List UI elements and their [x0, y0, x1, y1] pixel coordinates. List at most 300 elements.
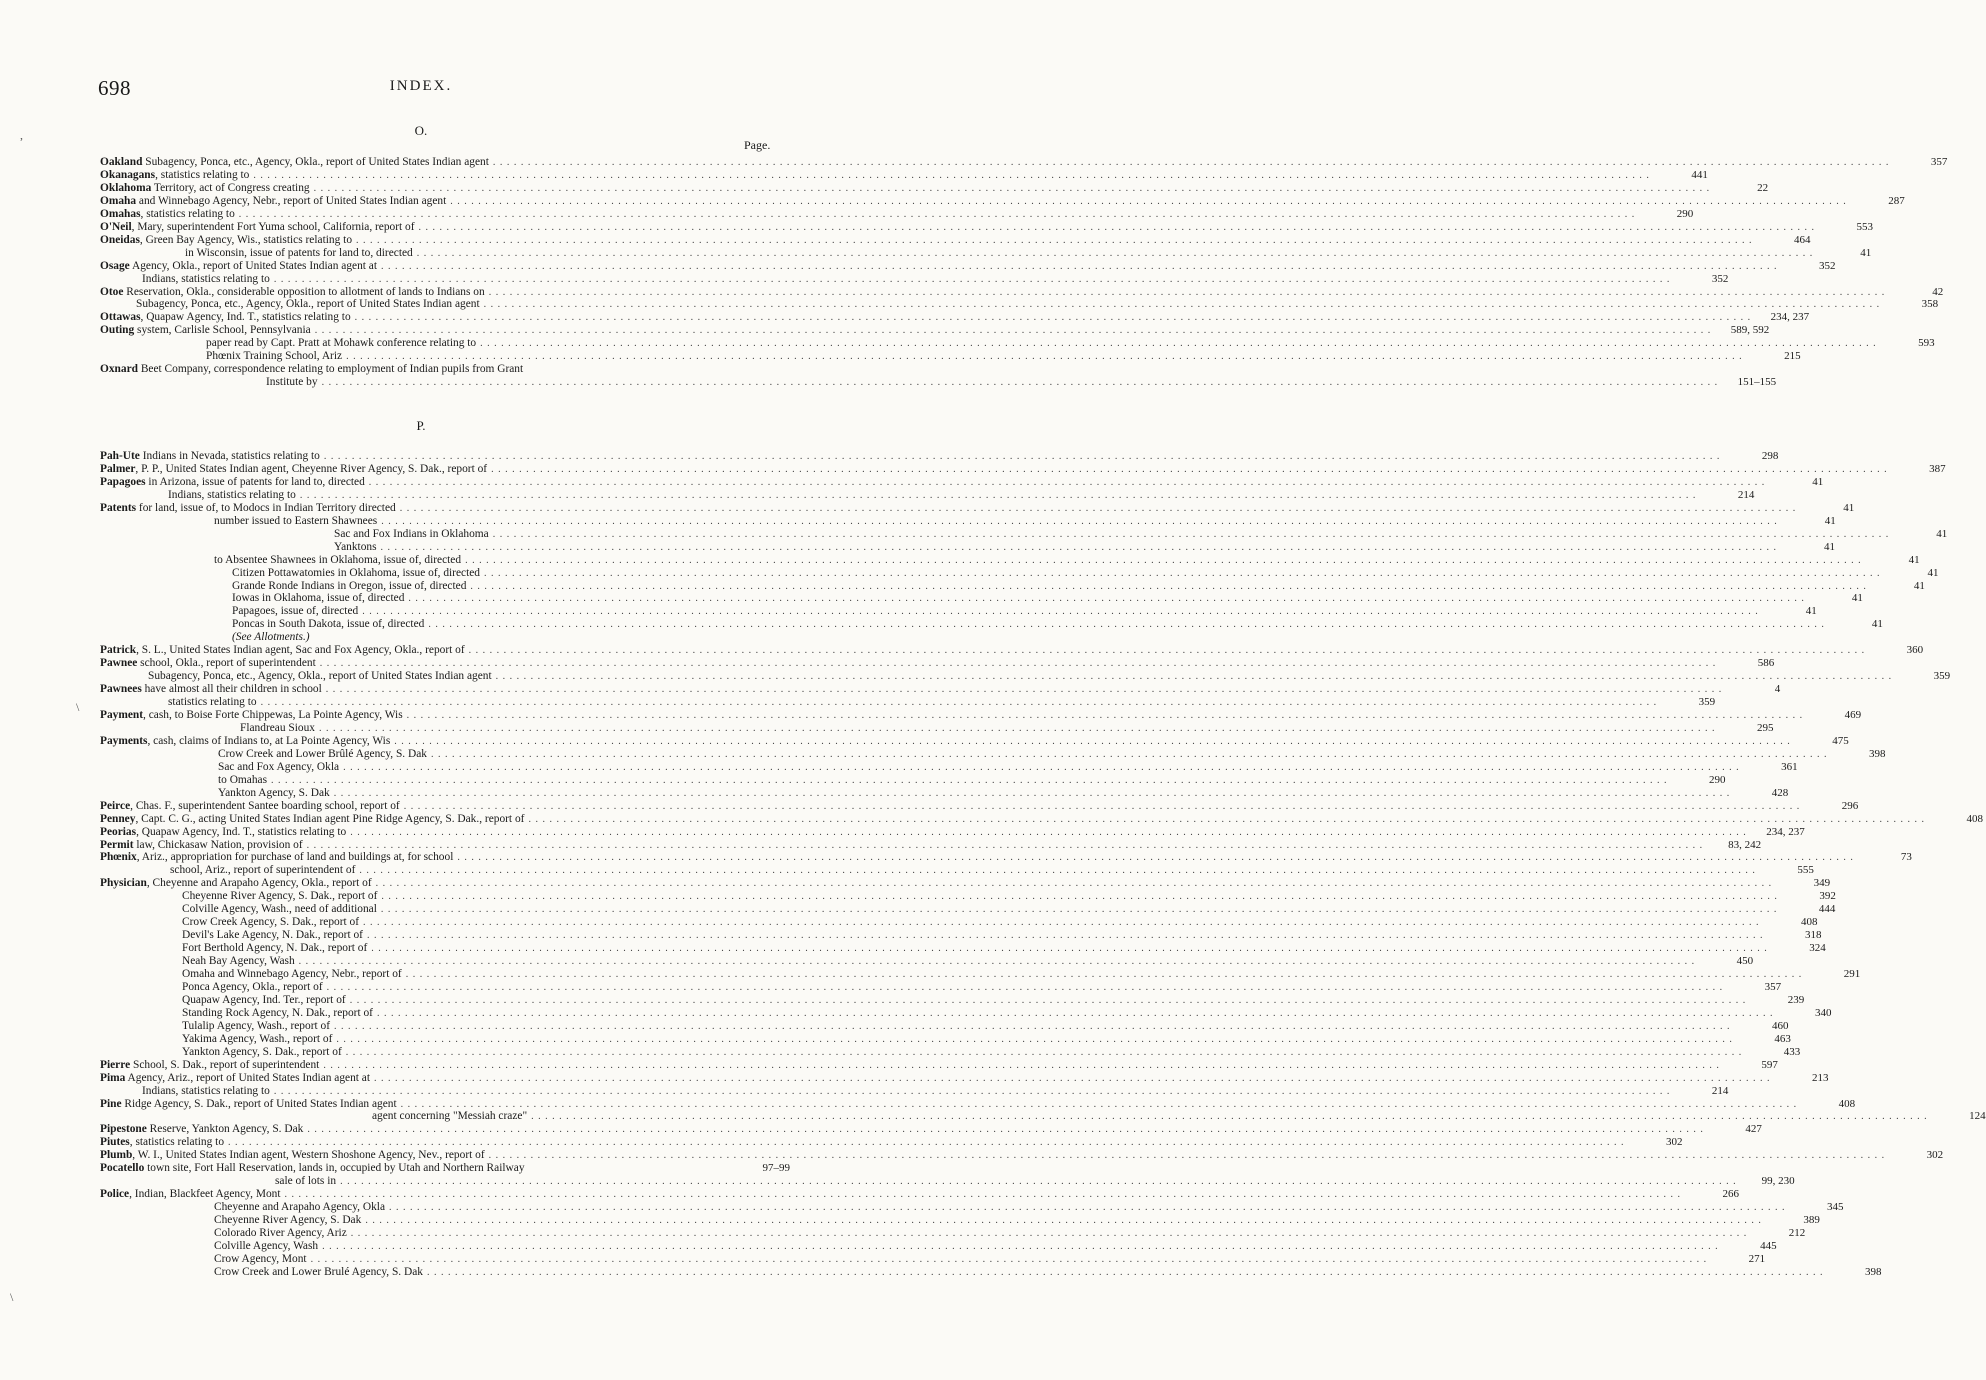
leader-dots: . . . . . . . . . . . . . . . . . . . . . . . . . . . . . . . . . . . . . . . . . . . . . . . . . . . . . . . . . . . . . . . . . . . . . . . . . . . . . . . . . . . . . . . . . . . . . . . . . . . . . . . . . . . . . . . . . . . . . . . . . . . . . . . . . . . . . . . . . . . . . . . . . . . . . . . . . . . . . . . . . . . . . . . . . . . . . . . . . . . . . . . . . . . . . . . . . . . . . . . . [238, 208, 1636, 220]
entry-heading: Pierre [100, 1058, 131, 1071]
page-reference: 22 [1757, 181, 1769, 194]
entry-description: Colville Agency, Wash [214, 1239, 319, 1252]
entry-text [148, 670, 492, 683]
page-reference: 97–99 [762, 1162, 790, 1175]
index-entry [232, 605, 1817, 618]
index-entry [100, 644, 1924, 657]
entry-description: Subagency, Ponca, etc., Agency, Okla., report of United States Indian agent [148, 670, 492, 683]
entry-description: school, Ariz., report of superintendent of [170, 864, 356, 877]
entry-text [100, 311, 351, 324]
page-reference: 361 [1781, 760, 1798, 773]
entry-description: , Mary, superintendent Fort Yuma school, California, report of [131, 220, 415, 233]
leader-dots: . . . . . . . . . . . . . . . . . . . . . . . . . . . . . . . . . . . . . . . . . . . . . . . . . . . . . . . . . . . . . . . . . . . . . . . . . . . . . . . . . . . . . . . . . . . . . . . . . . . . . . . . . . . . . . . . . . . . . . . . . . . . . . . . . . . . . . . . . . . . . . . . . . . . . . . . . . . . . . . . . . . . . . . . . . . . . . . . . . . . . . . . . . . . . . . . . . . . . . . . [480, 338, 1877, 350]
index-entry [100, 734, 1849, 748]
entry-text [240, 722, 315, 735]
entry-text [100, 1098, 397, 1111]
entry-description: Beet Company, correspondence relating to employment of Indian pupils from Grant [137, 363, 524, 376]
index-entry [218, 760, 1798, 774]
index-entry [100, 877, 1831, 890]
page-reference: 463 [1774, 1032, 1791, 1045]
entry-description: Fort Berthold Agency, N. Dak., report of [182, 942, 368, 955]
entry-text [214, 515, 377, 528]
page-reference: 215 [1784, 350, 1801, 363]
entry-text [100, 476, 365, 489]
leader-dots: . . . . . . . . . . . . . . . . . . . . . . . . . . . . . . . . . . . . . . . . . . . . . . . . . . . . . . . . . . . . . . . . . . . . . . . . . . . . . . . . . . . . . . . . . . . . . . . . . . . . . . . . . . . . . . . . . . . . . . . . . . . . . . . . . . . . . . . . . . . . . . . . . . . . . . . . . . . . . . . . . . . . . . . . . . . . . . . . . . . . . . . . . . . . . . . . . . . . . . . . [318, 722, 1716, 734]
index-entry [100, 1123, 1762, 1136]
index-entry [100, 1058, 1778, 1072]
page-reference: 597 [1761, 1058, 1778, 1071]
leader-dots: . . . . . . . . . . . . . . . . . . . . . . . . . . . . . . . . . . . . . . . . . . . . . . . . . . . . . . . . . . . . . . . . . . . . . . . . . . . . . . . . . . . . . . . . . . . . . . . . . . . . . . . . . . . . . . . . . . . . . . . . . . . . . . . . . . . . . . . . . . . . . . . . . . . . . . . . . . . . . . . . . . . . . . . . . . . . . . . . . . . . . . . . . . . . . . . . . . . . . . . . [528, 813, 1925, 825]
index-entry [214, 553, 1920, 567]
index-entry [182, 903, 1836, 916]
entry-heading: Permit [100, 838, 134, 851]
leader-dots: . . . . . . . . . . . . . . . . . . . . . . . . . . . . . . . . . . . . . . . . . . . . . . . . . . . . . . . . . . . . . . . . . . . . . . . . . . . . . . . . . . . . . . . . . . . . . . . . . . . . . . . . . . . . . . . . . . . . . . . . . . . . . . . . . . . . . . . . . . . . . . . . . . . . . . . . . . . . . . . . . . . . . . . . . . . . . . . . . . . . . . . . . . . . . . . . . . . . . . . . [326, 981, 1724, 993]
page-reference: 296 [1841, 799, 1859, 812]
entry-heading: Oxnard [100, 363, 138, 376]
entry-description: agent concerning "Messiah craze" [372, 1110, 528, 1123]
index-entry [100, 1162, 790, 1175]
entry-description: Reservation, Okla., considerable opposition to allotment of lands to Indians on [123, 285, 485, 298]
index-entry [185, 246, 1872, 260]
entry-description: Flandreau Sioux [240, 721, 315, 734]
entry-text [136, 298, 480, 311]
entry-text [100, 182, 310, 195]
entry-text [266, 376, 318, 389]
entry-text [214, 1240, 318, 1253]
entry-description: Yanktons [334, 540, 377, 553]
entry-description: Ridge Agency, S. Dak., report of United States Indian agent [121, 1097, 397, 1110]
entry-text [218, 787, 330, 800]
page-reference: 291 [1843, 968, 1861, 980]
entry-heading: Otoe [100, 285, 124, 298]
page-reference: 408 [1838, 1097, 1856, 1110]
index-entry [100, 207, 1694, 221]
page-reference: 345 [1827, 1201, 1844, 1214]
page-reference: 83, 242 [1728, 838, 1762, 851]
index-entry [232, 631, 790, 644]
entry-heading: Okanagans [100, 168, 156, 181]
entry-text [206, 337, 476, 350]
index-entry [232, 566, 1939, 580]
leader-dots: . . . . . . . . . . . . . . . . . . . . . . . . . . . . . . . . . . . . . . . . . . . . . . . . . . . . . . . . . . . . . . . . . . . . . . . . . . . . . . . . . . . . . . . . . . . . . . . . . . . . . . . . . . . . . . . . . . . . . . . . . . . . . . . . . . . . . . . . . . . . . . . . . . . . . . . . . . . . . . . . . . . . . . . . . . . . . . . . . . . . . . . . . . . . . . . . . . . . . . . . [336, 1033, 1733, 1045]
leader-dots: . . . . . . . . . . . . . . . . . . . . . . . . . . . . . . . . . . . . . . . . . . . . . . . . . . . . . . . . . . . . . . . . . . . . . . . . . . . . . . . . . . . . . . . . . . . . . . . . . . . . . . . . . . . . . . . . . . . . . . . . . . . . . . . . . . . . . . . . . . . . . . . . . . . . . . . . . . . . . . . . . . . . . . . . . . . . . . . . . . . . . . . . . . . . . . . . . . . . . . . . [273, 273, 1671, 285]
page-reference: 359 [1933, 670, 1951, 683]
page-reference: 324 [1809, 942, 1826, 955]
entry-text [100, 709, 403, 722]
index-entry [182, 980, 1782, 994]
entry-description: Indians, statistics relating to [142, 1084, 270, 1097]
entry-heading: Patrick [100, 644, 137, 657]
entry-description: Indians, statistics relating to [142, 272, 270, 285]
entry-description: , Capt. C. G., acting United States Indian agent Pine Ridge Agency, S. Dak., report of [135, 812, 525, 825]
page-reference: 589, 592 [1730, 324, 1770, 337]
index-entry [100, 838, 1762, 852]
entry-description: Tulalip Agency, Wash., report of [182, 1019, 330, 1032]
entry-description: Cheyenne and Arapaho Agency, Okla [214, 1201, 386, 1214]
entry-text [100, 221, 415, 234]
leader-dots: . . . . . . . . . . . . . . . . . . . . . . . . . . . . . . . . . . . . . . . . . . . . . . . . . . . . . . . . . . . . . . . . . . . . . . . . . . . . . . . . . . . . . . . . . . . . . . . . . . . . . . . . . . . . . . . . . . . . . . . . . . . . . . . . . . . . . . . . . . . . . . . . . . . . . . . . . . . . . . . . . . . . . . . . . . . . . . . . . . . . . . . . . . . . . . . . . . . . . . . . [483, 299, 1881, 311]
leader-dots: . . . . . . . . . . . . . . . . . . . . . . . . . . . . . . . . . . . . . . . . . . . . . . . . . . . . . . . . . . . . . . . . . . . . . . . . . . . . . . . . . . . . . . . . . . . . . . . . . . . . . . . . . . . . . . . . . . . . . . . . . . . . . . . . . . . . . . . . . . . . . . . . . . . . . . . . . . . . . . . . . . . . . . . . . . . . . . . . . . . . . . . . . . . . . . . . . . . . . . . . [325, 684, 1723, 696]
index-entry [214, 1252, 1766, 1266]
leader-dots: . . . . . . . . . . . . . . . . . . . . . . . . . . . . . . . . . . . . . . . . . . . . . . . . . . . . . . . . . . . . . . . . . . . . . . . . . . . . . . . . . . . . . . . . . . . . . . . . . . . . . . . . . . . . . . . . . . . . . . . . . . . . . . . . . . . . . . . . . . . . . . . . . . . . . . . . . . . . . . . . . . . . . . . . . . . . . . . . . . . . . . . . . . . . . . . . . . . . . . . . [428, 619, 1825, 631]
page-reference: 357 [1764, 980, 1782, 993]
leader-dots: . . . . . . . . . . . . . . . . . . . . . . . . . . . . . . . . . . . . . . . . . . . . . . . . . . . . . . . . . . . . . . . . . . . . . . . . . . . . . . . . . . . . . . . . . . . . . . . . . . . . . . . . . . . . . . . . . . . . . . . . . . . . . . . . . . . . . . . . . . . . . . . . . . . . . . . . . . . . . . . . . . . . . . . . . . . . . . . . . . . . . . . . . . . . . . . . . . . . . . . . [284, 1189, 1682, 1201]
entry-text [100, 463, 487, 476]
entry-description: Cheyenne River Agency, S. Dak [214, 1214, 362, 1227]
entry-description: Cheyenne River Agency, S. Dak., report of [182, 890, 378, 903]
page-reference: 450 [1736, 955, 1754, 968]
leader-dots: . . . . . . . . . . . . . . . . . . . . . . . . . . . . . . . . . . . . . . . . . . . . . . . . . . . . . . . . . . . . . . . . . . . . . . . . . . . . . . . . . . . . . . . . . . . . . . . . . . . . . . . . . . . . . . . . . . . . . . . . . . . . . . . . . . . . . . . . . . . . . . . . . . . . . . . . . . . . . . . . . . . . . . . . . . . . . . . . . . . . . . . . . . . . . . . . . . . . . . . . [450, 195, 1847, 207]
index-entry [100, 181, 1769, 195]
entry-text [100, 813, 524, 826]
entry-heading: Pawnee [100, 657, 138, 670]
index-entry [182, 955, 1754, 968]
index-entry [182, 1045, 1801, 1059]
page-reference: 408 [1966, 812, 1983, 825]
entry-description: Sac and Fox Indians in Oklahoma [334, 527, 489, 540]
index-entry [182, 916, 1818, 929]
page-reference: 398 [1869, 747, 1886, 760]
leader-dots: . . . . . . . . . . . . . . . . . . . . . . . . . . . . . . . . . . . . . . . . . . . . . . . . . . . . . . . . . . . . . . . . . . . . . . . . . . . . . . . . . . . . . . . . . . . . . . . . . . . . . . . . . . . . . . . . . . . . . . . . . . . . . . . . . . . . . . . . . . . . . . . . . . . . . . . . . . . . . . . . . . . . . . . . . . . . . . . . . . . . . . . . . . . . . . . . . . . . . . . . [394, 735, 1791, 747]
entry-heading: Peirce [100, 799, 131, 812]
entry-text [100, 169, 249, 182]
section-letter: O. [414, 123, 428, 138]
leader-dots: . . . . . . . . . . . . . . . . . . . . . . . . . . . . . . . . . . . . . . . . . . . . . . . . . . . . . . . . . . . . . . . . . . . . . . . . . . . . . . . . . . . . . . . . . . . . . . . . . . . . . . . . . . . . . . . . . . . . . . . . . . . . . . . . . . . . . . . . . . . . . . . . . . . . . . . . . . . . . . . . . . . . . . . . . . . . . . . . . . . . . . . . . . . . . . . . . . . . . . . . [380, 541, 1778, 553]
entry-description: , P. P., United States Indian agent, Cheyenne River Agency, S. Dak., report of [135, 462, 488, 475]
entry-text [232, 631, 310, 644]
page-reference: 214 [1737, 488, 1755, 501]
page-column-label: Page. [744, 138, 771, 152]
index-entry [100, 1097, 1856, 1111]
entry-description: , statistics relating to [129, 1136, 225, 1149]
page-reference: 124 [1969, 1110, 1986, 1123]
page-reference: 469 [1844, 709, 1862, 721]
entry-text [214, 1253, 307, 1266]
leader-dots: . . . . . . . . . . . . . . . . . . . . . . . . . . . . . . . . . . . . . . . . . . . . . . . . . . . . . . . . . . . . . . . . . . . . . . . . . . . . . . . . . . . . . . . . . . . . . . . . . . . . . . . . . . . . . . . . . . . . . . . . . . . . . . . . . . . . . . . . . . . . . . . . . . . . . . . . . . . . . . . . . . . . . . . . . . . . . . . . . . . . . . . . . . . . . . . . . . . . . . . . [380, 904, 1778, 916]
leader-dots: . . . . . . . . . . . . . . . . . . . . . . . . . . . . . . . . . . . . . . . . . . . . . . . . . . . . . . . . . . . . . . . . . . . . . . . . . . . . . . . . . . . . . . . . . . . . . . . . . . . . . . . . . . . . . . . . . . . . . . . . . . . . . . . . . . . . . . . . . . . . . . . . . . . . . . . . . . . . . . . . . . . . . . . . . . . . . . . . . . . . . . . . . . . . . . . . . . . . . . . . [492, 528, 1890, 540]
index-entry [218, 747, 1886, 761]
leader-dots: . . . . . . . . . . . . . . . . . . . . . . . . . . . . . . . . . . . . . . . . . . . . . . . . . . . . . . . . . . . . . . . . . . . . . . . . . . . . . . . . . . . . . . . . . . . . . . . . . . . . . . . . . . . . . . . . . . . . . . . . . . . . . . . . . . . . . . . . . . . . . . . . . . . . . . . . . . . . . . . . . . . . . . . . . . . . . . . . . . . . . . . . . . . . . . . . . . . . . . . . [375, 878, 1773, 890]
leader-dots: . . . . . . . . . . . . . . . . . . . . . . . . . . . . . . . . . . . . . . . . . . . . . . . . . . . . . . . . . . . . . . . . . . . . . . . . . . . . . . . . . . . . . . . . . . . . . . . . . . . . . . . . . . . . . . . . . . . . . . . . . . . . . . . . . . . . . . . . . . . . . . . . . . . . . . . . . . . . . . . . . . . . . . . . . . . . . . . . . . . . . . . . . . . . . . . . . . . . . . . . [470, 580, 1867, 592]
entry-text [182, 890, 377, 903]
page-reference: 302 [1926, 1149, 1944, 1162]
entry-text [182, 1046, 342, 1059]
entry-description: Institute by [266, 376, 318, 389]
page-reference: 266 [1722, 1188, 1740, 1201]
entry-description: Crow Agency, Mont [214, 1252, 307, 1265]
index-entry [182, 993, 1805, 1007]
index-entry [214, 1265, 1882, 1279]
leader-dots: . . . . . . . . . . . . . . . . . . . . . . . . . . . . . . . . . . . . . . . . . . . . . . . . . . . . . . . . . . . . . . . . . . . . . . . . . . . . . . . . . . . . . . . . . . . . . . . . . . . . . . . . . . . . . . . . . . . . . . . . . . . . . . . . . . . . . . . . . . . . . . . . . . . . . . . . . . . . . . . . . . . . . . . . . . . . . . . . . . . . . . . . . . . . . . . . . . . . . . . . [323, 451, 1721, 462]
leader-dots: . . . . . . . . . . . . . . . . . . . . . . . . . . . . . . . . . . . . . . . . . . . . . . . . . . . . . . . . . . . . . . . . . . . . . . . . . . . . . . . . . . . . . . . . . . . . . . . . . . . . . . . . . . . . . . . . . . . . . . . . . . . . . . . . . . . . . . . . . . . . . . . . . . . . . . . . . . . . . . . . . . . . . . . . . . . . . . . . . . . . . . . . . . . . . . . . . . . . . . . . [273, 1085, 1671, 1097]
leader-dots: . . . . . . . . . . . . . . . . . . . . . . . . . . . . . . . . . . . . . . . . . . . . . . . . . . . . . . . . . . . . . . . . . . . . . . . . . . . . . . . . . . . . . . . . . . . . . . . . . . . . . . . . . . . . . . . . . . . . . . . . . . . . . . . . . . . . . . . . . . . . . . . . . . . . . . . . . . . . . . . . . . . . . . . . . . . . . . . . . . . . . . . . . . . . . . . . . . . . . . . . [260, 697, 1658, 709]
page-reference: 586 [1757, 657, 1775, 670]
leader-dots: . . . . . . . . . . . . . . . . . . . . . . . . . . . . . . . . . . . . . . . . . . . . . . . . . . . . . . . . . . . . . . . . . . . . . . . . . . . . . . . . . . . . . . . . . . . . . . . . . . . . . . . . . . . . . . . . . . . . . . . . . . . . . . . . . . . . . . . . . . . . . . . . . . . . . . . . . . . . . . . . . . . . . . . . . . . . . . . . . . . . . . . . . . . . . . . . . . . . . . . . [381, 515, 1778, 527]
margin-mark: \ [10, 1290, 14, 1304]
page-reference: 41 [1824, 514, 1836, 527]
leader-dots: . . . . . . . . . . . . . . . . . . . . . . . . . . . . . . . . . . . . . . . . . . . . . . . . . . . . . . . . . . . . . . . . . . . . . . . . . . . . . . . . . . . . . . . . . . . . . . . . . . . . . . . . . . . . . . . . . . . . . . . . . . . . . . . . . . . . . . . . . . . . . . . . . . . . . . . . . . . . . . . . . . . . . . . . . . . . . . . . . . . . . . . . . . . . . . . . . . . . . . . . [350, 1228, 1748, 1239]
entry-heading: Pocatello [100, 1162, 145, 1175]
page-reference: 41 [1812, 475, 1824, 488]
entry-text [100, 877, 372, 890]
entry-text [100, 363, 523, 376]
index-entry [100, 709, 1862, 722]
leader-dots: . . . . . . . . . . . . . . . . . . . . . . . . . . . . . . . . . . . . . . . . . . . . . . . . . . . . . . . . . . . . . . . . . . . . . . . . . . . . . . . . . . . . . . . . . . . . . . . . . . . . . . . . . . . . . . . . . . . . . . . . . . . . . . . . . . . . . . . . . . . . . . . . . . . . . . . . . . . . . . . . . . . . . . . . . . . . . . . . . . . . . . . . . . . . . . . . . . . . . . . . [531, 1111, 1928, 1123]
entry-heading: Piutes [100, 1136, 130, 1149]
page-reference: 295 [1756, 721, 1774, 734]
leader-dots: . . . . . . . . . . . . . . . . . . . . . . . . . . . . . . . . . . . . . . . . . . . . . . . . . . . . . . . . . . . . . . . . . . . . . . . . . . . . . . . . . . . . . . . . . . . . . . . . . . . . . . . . . . . . . . . . . . . . . . . . . . . . . . . . . . . . . . . . . . . . . . . . . . . . . . . . . . . . . . . . . . . . . . . . . . . . . . . . . . . . . . . . . . . . . . . . . . . . . . . . [354, 312, 1752, 324]
leader-dots: . . . . . . . . . . . . . . . . . . . . . . . . . . . . . . . . . . . . . . . . . . . . . . . . . . . . . . . . . . . . . . . . . . . . . . . . . . . . . . . . . . . . . . . . . . . . . . . . . . . . . . . . . . . . . . . . . . . . . . . . . . . . . . . . . . . . . . . . . . . . . . . . . . . . . . . . . . . . . . . . . . . . . . . . . . . . . . . . . . . . . . . . . . . . . . . . . . . . . . . . [366, 930, 1764, 942]
entry-text [100, 800, 400, 813]
entry-text [100, 1149, 485, 1162]
leader-dots: . . . . . . . . . . . . . . . . . . . . . . . . . . . . . . . . . . . . . . . . . . . . . . . . . . . . . . . . . . . . . . . . . . . . . . . . . . . . . . . . . . . . . . . . . . . . . . . . . . . . . . . . . . . . . . . . . . . . . . . . . . . . . . . . . . . . . . . . . . . . . . . . . . . . . . . . . . . . . . . . . . . . . . . . . . . . . . . . . . . . . . . . . . . . . . . . . . . . . . . . [343, 761, 1740, 773]
leader-dots: . . . . . . . . . . . . . . . . . . . . . . . . . . . . . . . . . . . . . . . . . . . . . . . . . . . . . . . . . . . . . . . . . . . . . . . . . . . . . . . . . . . . . . . . . . . . . . . . . . . . . . . . . . . . . . . . . . . . . . . . . . . . . . . . . . . . . . . . . . . . . . . . . . . . . . . . . . . . . . . . . . . . . . . . . . . . . . . . . . . . . . . . . . . . . . . . . . . . . . . . [416, 247, 1814, 259]
page-reference: 302 [1666, 1136, 1683, 1149]
page-reference: 357 [1930, 156, 1948, 168]
page-reference: 428 [1771, 786, 1789, 799]
entry-text [182, 968, 402, 981]
entry-description: Subagency, Ponca, etc., Agency, Okla., report of United States Indian agent [142, 156, 489, 168]
leader-dots: . . . . . . . . . . . . . . . . . . . . . . . . . . . . . . . . . . . . . . . . . . . . . . . . . . . . . . . . . . . . . . . . . . . . . . . . . . . . . . . . . . . . . . . . . . . . . . . . . . . . . . . . . . . . . . . . . . . . . . . . . . . . . . . . . . . . . . . . . . . . . . . . . . . . . . . . . . . . . . . . . . . . . . . . . . . . . . . . . . . . . . . . . . . . . . . . . . . . . . . . [346, 351, 1743, 363]
index-entry [266, 376, 1777, 389]
leader-dots: . . . . . . . . . . . . . . . . . . . . . . . . . . . . . . . . . . . . . . . . . . . . . . . . . . . . . . . . . . . . . . . . . . . . . . . . . . . . . . . . . . . . . . . . . . . . . . . . . . . . . . . . . . . . . . . . . . . . . . . . . . . . . . . . . . . . . . . . . . . . . . . . . . . . . . . . . . . . . . . . . . . . . . . . . . . . . . . . . . . . . . . . . . . . . . . . . . . . . . . . [334, 1020, 1731, 1032]
entry-description: , Green Bay Agency, Wis., statistics relating to [139, 233, 353, 246]
entry-text [182, 942, 367, 955]
entry-text [100, 260, 377, 273]
index-entry [100, 450, 1779, 463]
leader-dots: . . . . . . . . . . . . . . . . . . . . . . . . . . . . . . . . . . . . . . . . . . . . . . . . . . . . . . . . . . . . . . . . . . . . . . . . . . . . . . . . . . . . . . . . . . . . . . . . . . . . . . . . . . . . . . . . . . . . . . . . . . . . . . . . . . . . . . . . . . . . . . . . . . . . . . . . . . . . . . . . . . . . . . . . . . . . . . . . . . . . . . . . . . . . . . . . . . . . . . . . [359, 865, 1756, 877]
entry-text [334, 541, 377, 554]
entry-description: in Arizona, issue of patents for land to, directed [145, 475, 365, 488]
leader-dots: . . . . . . . . . . . . . . . . . . . . . . . . . . . . . . . . . . . . . . . . . . . . . . . . . . . . . . . . . . . . . . . . . . . . . . . . . . . . . . . . . . . . . . . . . . . . . . . . . . . . . . . . . . . . . . . . . . . . . . . . . . . . . . . . . . . . . . . . . . . . . . . . . . . . . . . . . . . . . . . . . . . . . . . . . . . . . . . . . . . . . . . . . . . . . . . . . . . . . . . . [374, 1072, 1771, 1084]
index-entry [100, 657, 1775, 670]
index-entry [182, 1019, 1789, 1033]
entry-description: Colville Agency, Wash., need of additional [182, 903, 377, 916]
page-reference: 214 [1711, 1084, 1729, 1097]
entry-description: (See Allotments.) [232, 631, 310, 644]
entry-description: Grande Ronde Indians in Oregon, issue of, directed [232, 579, 467, 592]
entry-heading: Oklahoma [100, 181, 152, 194]
entry-text [214, 1227, 347, 1240]
entry-description: Crow Creek Agency, S. Dak., report of [182, 916, 360, 929]
entry-text [100, 851, 453, 864]
leader-dots: . . . . . . . . . . . . . . . . . . . . . . . . . . . . . . . . . . . . . . . . . . . . . . . . . . . . . . . . . . . . . . . . . . . . . . . . . . . . . . . . . . . . . . . . . . . . . . . . . . . . . . . . . . . . . . . . . . . . . . . . . . . . . . . . . . . . . . . . . . . . . . . . . . . . . . . . . . . . . . . . . . . . . . . . . . . . . . . . . . . . . . . . . . . . . . . . . . . . . . . . [399, 502, 1797, 514]
index-entry [214, 1214, 1820, 1227]
entry-text [182, 981, 323, 994]
entry-description: Agency, Ariz., report of United States Indian agent at [125, 1071, 371, 1084]
index-entry [334, 540, 1836, 554]
page-reference: 4 [1774, 683, 1781, 696]
entry-text [100, 324, 311, 337]
leader-dots: . . . . . . . . . . . . . . . . . . . . . . . . . . . . . . . . . . . . . . . . . . . . . . . . . . . . . . . . . . . . . . . . . . . . . . . . . . . . . . . . . . . . . . . . . . . . . . . . . . . . . . . . . . . . . . . . . . . . . . . . . . . . . . . . . . . . . . . . . . . . . . . . . . . . . . . . . . . . . . . . . . . . . . . . . . . . . . . . . . . . . . . . . . . . . . . . . . . . . . . . [365, 1215, 1762, 1227]
entry-heading: Omaha [100, 194, 137, 207]
entry-description: Subagency, Ponca, etc., Agency, Okla., report of United States Indian agent [136, 298, 480, 311]
index-entry [100, 220, 1874, 234]
entry-text [100, 683, 322, 696]
entry-text [232, 605, 358, 618]
entry-description: , Indian, Blackfeet Agency, Mont [129, 1188, 281, 1201]
entry-description: Omaha and Winnebago Agency, Nebr., report of [182, 968, 402, 980]
entry-description: number issued to Eastern Shawnees [214, 514, 378, 527]
entry-heading: Palmer [100, 462, 136, 475]
index-entry [182, 1032, 1791, 1046]
entry-heading: Pine [100, 1097, 122, 1110]
entry-text [206, 350, 342, 363]
entry-heading: Plumb [100, 1149, 133, 1162]
entry-description: to Omahas [218, 773, 268, 786]
leader-dots: . . . . . . . . . . . . . . . . . . . . . . . . . . . . . . . . . . . . . . . . . . . . . . . . . . . . . . . . . . . . . . . . . . . . . . . . . . . . . . . . . . . . . . . . . . . . . . . . . . . . . . . . . . . . . . . . . . . . . . . . . . . . . . . . . . . . . . . . . . . . . . . . . . . . . . . . . . . . . . . . . . . . . . . . . . . . . . . . . . . . . . . . . . . . . . . . . . . . . . . . [408, 593, 1805, 605]
entry-heading: Penney [100, 812, 136, 825]
entry-text [214, 1266, 423, 1279]
entry-description: Papagoes, issue of, directed [232, 605, 359, 618]
entry-text [142, 1085, 270, 1098]
entry-text [182, 903, 377, 916]
page-reference: 427 [1745, 1123, 1762, 1136]
leader-dots: . . . . . . . . . . . . . . . . . . . . . . . . . . . . . . . . . . . . . . . . . . . . . . . . . . . . . . . . . . . . . . . . . . . . . . . . . . . . . . . . . . . . . . . . . . . . . . . . . . . . . . . . . . . . . . . . . . . . . . . . . . . . . . . . . . . . . . . . . . . . . . . . . . . . . . . . . . . . . . . . . . . . . . . . . . . . . . . . . . . . . . . . . . . . . . . . . . . . . . . . [345, 1046, 1743, 1058]
entry-heading: Osage [100, 259, 130, 272]
entry-heading: Patents [100, 501, 137, 514]
index-entry [100, 233, 1811, 247]
entry-description: , Quapaw Agency, Ind. T., statistics relating to [136, 825, 347, 838]
index-entry [170, 864, 1814, 877]
index-entry [100, 825, 1805, 839]
leader-dots: . . . . . . . . . . . . . . . . . . . . . . . . . . . . . . . . . . . . . . . . . . . . . . . . . . . . . . . . . . . . . . . . . . . . . . . . . . . . . . . . . . . . . . . . . . . . . . . . . . . . . . . . . . . . . . . . . . . . . . . . . . . . . . . . . . . . . . . . . . . . . . . . . . . . . . . . . . . . . . . . . . . . . . . . . . . . . . . . . . . . . . . . . . . . . . . . . . . . . . . . [406, 710, 1804, 721]
index-entry [218, 786, 1789, 800]
entry-description: Quapaw Agency, Ind. Ter., report of [182, 993, 346, 1006]
leader-dots: . . . . . . . . . . . . . . . . . . . . . . . . . . . . . . . . . . . . . . . . . . . . . . . . . . . . . . . . . . . . . . . . . . . . . . . . . . . . . . . . . . . . . . . . . . . . . . . . . . . . . . . . . . . . . . . . . . . . . . . . . . . . . . . . . . . . . . . . . . . . . . . . . . . . . . . . . . . . . . . . . . . . . . . . . . . . . . . . . . . . . . . . . . . . . . . . . . . . . . . . [321, 377, 1719, 389]
leader-dots: . . . . . . . . . . . . . . . . . . . . . . . . . . . . . . . . . . . . . . . . . . . . . . . . . . . . . . . . . . . . . . . . . . . . . . . . . . . . . . . . . . . . . . . . . . . . . . . . . . . . . . . . . . . . . . . . . . . . . . . . . . . . . . . . . . . . . . . . . . . . . . . . . . . . . . . . . . . . . . . . . . . . . . . . . . . . . . . . . . . . . . . . . . . . . . . . . . . . . . . . [484, 567, 1881, 579]
entry-description: school, Okla., report of superintendent [137, 657, 316, 670]
index-entry [232, 592, 1863, 605]
entry-heading: Pima [100, 1071, 126, 1084]
index-entry [100, 812, 1983, 826]
margin-mark: \ [76, 700, 80, 714]
page-reference: 593 [1918, 337, 1935, 350]
leader-dots: . . . . . . . . . . . . . . . . . . . . . . . . . . . . . . . . . . . . . . . . . . . . . . . . . . . . . . . . . . . . . . . . . . . . . . . . . . . . . . . . . . . . . . . . . . . . . . . . . . . . . . . . . . . . . . . . . . . . . . . . . . . . . . . . . . . . . . . . . . . . . . . . . . . . . . . . . . . . . . . . . . . . . . . . . . . . . . . . . . . . . . . . . . . . . . . . . . . . . . . . [306, 839, 1704, 851]
page-reference: 360 [1906, 644, 1924, 657]
index-entry [182, 968, 1861, 981]
index-entry [100, 324, 1770, 337]
index-entry [100, 1149, 1944, 1162]
entry-text [182, 1033, 332, 1046]
entry-description: Territory, act of Congress creating [151, 181, 310, 194]
page-reference: 349 [1813, 877, 1831, 890]
leader-dots: . . . . . . . . . . . . . . . . . . . . . . . . . . . . . . . . . . . . . . . . . . . . . . . . . . . . . . . . . . . . . . . . . . . . . . . . . . . . . . . . . . . . . . . . . . . . . . . . . . . . . . . . . . . . . . . . . . . . . . . . . . . . . . . . . . . . . . . . . . . . . . . . . . . . . . . . . . . . . . . . . . . . . . . . . . . . . . . . . . . . . . . . . . . . . . . . . . . . . . . . [307, 1124, 1704, 1136]
entry-description: in Wisconsin, issue of patents for land to, directed [185, 246, 413, 259]
entry-text [100, 1188, 281, 1201]
page-reference: 41 [1936, 527, 1948, 540]
entry-text [100, 735, 390, 748]
entry-description: system, Carlisle School, Pennsylvania [134, 324, 311, 337]
leader-dots: . . . . . . . . . . . . . . . . . . . . . . . . . . . . . . . . . . . . . . . . . . . . . . . . . . . . . . . . . . . . . . . . . . . . . . . . . . . . . . . . . . . . . . . . . . . . . . . . . . . . . . . . . . . . . . . . . . . . . . . . . . . . . . . . . . . . . . . . . . . . . . . . . . . . . . . . . . . . . . . . . . . . . . . . . . . . . . . . . . . . . . . . . . . . . . . . . . . . . . . . [427, 1266, 1824, 1278]
leader-dots: . . . . . . . . . . . . . . . . . . . . . . . . . . . . . . . . . . . . . . . . . . . . . . . . . . . . . . . . . . . . . . . . . . . . . . . . . . . . . . . . . . . . . . . . . . . . . . . . . . . . . . . . . . . . . . . . . . . . . . . . . . . . . . . . . . . . . . . . . . . . . . . . . . . . . . . . . . . . . . . . . . . . . . . . . . . . . . . . . . . . . . . . . . . . . . . . . . . . . . . . [314, 325, 1712, 337]
entry-text [182, 1020, 330, 1033]
entry-heading: Oneidas [100, 233, 140, 246]
page-reference: 318 [1804, 929, 1822, 942]
entry-description: Indians in Nevada, statistics relating to [139, 450, 320, 462]
page-reference: 287 [1888, 194, 1905, 207]
entry-description: town site, Fort Hall Reservation, lands in, occupied by Utah and Northern Railway [144, 1162, 525, 1175]
leader-dots: . . . . . . . . . . . . . . . . . . . . . . . . . . . . . . . . . . . . . . . . . . . . . . . . . . . . . . . . . . . . . . . . . . . . . . . . . . . . . . . . . . . . . . . . . . . . . . . . . . . . . . . . . . . . . . . . . . . . . . . . . . . . . . . . . . . . . . . . . . . . . . . . . . . . . . . . . . . . . . . . . . . . . . . . . . . . . . . . . . . . . . . . . . . . . . . . . . . . . . . . [400, 1098, 1798, 1110]
index-entry [100, 475, 1824, 489]
page-reference: 41 [1805, 605, 1817, 618]
leader-dots: . . . . . . . . . . . . . . . . . . . . . . . . . . . . . . . . . . . . . . . . . . . . . . . . . . . . . . . . . . . . . . . . . . . . . . . . . . . . . . . . . . . . . . . . . . . . . . . . . . . . . . . . . . . . . . . . . . . . . . . . . . . . . . . . . . . . . . . . . . . . . . . . . . . . . . . . . . . . . . . . . . . . . . . . . . . . . . . . . . . . . . . . . . . . . . . . . . . . . . . . [333, 787, 1731, 799]
entry-heading: Pah-Ute [100, 450, 140, 462]
entry-text [100, 502, 396, 515]
leader-dots: . . . . . . . . . . . . . . . . . . . . . . . . . . . . . . . . . . . . . . . . . . . . . . . . . . . . . . . . . . . . . . . . . . . . . . . . . . . . . . . . . . . . . . . . . . . . . . . . . . . . . . . . . . . . . . . . . . . . . . . . . . . . . . . . . . . . . . . . . . . . . . . . . . . . . . . . . . . . . . . . . . . . . . . . . . . . . . . . . . . . . . . . . . . . . . . . . . . . . . . . [405, 969, 1803, 980]
entry-description: Iowas in Oklahoma, issue of, directed [232, 592, 405, 605]
leader-dots: . . . . . . . . . . . . . . . . . . . . . . . . . . . . . . . . . . . . . . . . . . . . . . . . . . . . . . . . . . . . . . . . . . . . . . . . . . . . . . . . . . . . . . . . . . . . . . . . . . . . . . . . . . . . . . . . . . . . . . . . . . . . . . . . . . . . . . . . . . . . . . . . . . . . . . . . . . . . . . . . . . . . . . . . . . . . . . . . . . . . . . . . . . . . . . . . . . . . . . . . [253, 169, 1650, 181]
leader-dots: . . . . . . . . . . . . . . . . . . . . . . . . . . . . . . . . . . . . . . . . . . . . . . . . . . . . . . . . . . . . . . . . . . . . . . . . . . . . . . . . . . . . . . . . . . . . . . . . . . . . . . . . . . . . . . . . . . . . . . . . . . . . . . . . . . . . . . . . . . . . . . . . . . . . . . . . . . . . . . . . . . . . . . . . . . . . . . . . . . . . . . . . . . . . . . . . . . . . . . . . [488, 286, 1886, 298]
leader-dots: . . . . . . . . . . . . . . . . . . . . . . . . . . . . . . . . . . . . . . . . . . . . . . . . . . . . . . . . . . . . . . . . . . . . . . . . . . . . . . . . . . . . . . . . . . . . . . . . . . . . . . . . . . . . . . . . . . . . . . . . . . . . . . . . . . . . . . . . . . . . . . . . . . . . . . . . . . . . . . . . . . . . . . . . . . . . . . . . . . . . . . . . . . . . . . . . . . . . . . . . [488, 1150, 1886, 1162]
entry-description: Ponca Agency, Okla., report of [182, 980, 323, 993]
entry-text [218, 748, 427, 761]
entry-description: , cash, claims of Indians to, at La Pointe Agency, Wis [147, 734, 391, 747]
page-reference: 398 [1865, 1265, 1882, 1278]
index-entry [218, 773, 1726, 787]
entry-heading: Oakland [100, 156, 143, 168]
entry-heading: Papagoes [100, 475, 146, 488]
leader-dots: . . . . . . . . . . . . . . . . . . . . . . . . . . . . . . . . . . . . . . . . . . . . . . . . . . . . . . . . . . . . . . . . . . . . . . . . . . . . . . . . . . . . . . . . . . . . . . . . . . . . . . . . . . . . . . . . . . . . . . . . . . . . . . . . . . . . . . . . . . . . . . . . . . . . . . . . . . . . . . . . . . . . . . . . . . . . . . . . . . . . . . . . . . . . . . . . . . . . . . . . [349, 994, 1747, 1006]
entry-description: Neah Bay Agency, Wash [182, 955, 295, 968]
index-entry [100, 501, 1855, 515]
leader-dots: . . . . . . . . . . . . . . . . . . . . . . . . . . . . . . . . . . . . . . . . . . . . . . . . . . . . . . . . . . . . . . . . . . . . . . . . . . . . . . . . . . . . . . . . . . . . . . . . . . . . . . . . . . . . . . . . . . . . . . . . . . . . . . . . . . . . . . . . . . . . . . . . . . . . . . . . . . . . . . . . . . . . . . . . . . . . . . . . . . . . . . . . . . . . . . . . . . . . . . . . [228, 1137, 1625, 1149]
entry-text [100, 208, 235, 221]
page-reference: 73 [1900, 851, 1912, 864]
entry-description: , Ariz., appropriation for purchase of land and buildings at, for school [136, 851, 454, 864]
index-entry [100, 259, 1836, 273]
entry-description: to Absentee Shawnees in Oklahoma, issue of, directed [214, 553, 462, 566]
entry-description: School, S. Dak., report of superintendent [130, 1058, 320, 1071]
entry-text [100, 1059, 319, 1072]
index-entry [100, 194, 1905, 208]
entry-description: paper read by Capt. Pratt at Mohawk conference relating to [206, 337, 477, 350]
entry-description: , cash, to Boise Forte Chippewas, La Pointe Agency, Wis [143, 709, 403, 721]
page-reference: 41 [1843, 501, 1855, 514]
leader-dots: . . . . . . . . . . . . . . . . . . . . . . . . . . . . . . . . . . . . . . . . . . . . . . . . . . . . . . . . . . . . . . . . . . . . . . . . . . . . . . . . . . . . . . . . . . . . . . . . . . . . . . . . . . . . . . . . . . . . . . . . . . . . . . . . . . . . . . . . . . . . . . . . . . . . . . . . . . . . . . . . . . . . . . . . . . . . . . . . . . . . . . . . . . . . . . . . . . . . . . . . [465, 554, 1862, 566]
index-entry [240, 721, 1774, 735]
index-entry [100, 168, 1708, 182]
page-reference: 41 [1871, 618, 1883, 631]
leader-dots: . . . . . . . . . . . . . . . . . . . . . . . . . . . . . . . . . . . . . . . . . . . . . . . . . . . . . . . . . . . . . . . . . . . . . . . . . . . . . . . . . . . . . . . . . . . . . . . . . . . . . . . . . . . . . . . . . . . . . . . . . . . . . . . . . . . . . . . . . . . . . . . . . . . . . . . . . . . . . . . . . . . . . . . . . . . . . . . . . . . . . . . . . . . . . . . . . . . . . . . . [340, 1176, 1737, 1188]
index-entry [100, 311, 1810, 324]
section-letter: P. [416, 418, 426, 433]
leader-dots: . . . . . . . . . . . . . . . . . . . . . . . . . . . . . . . . . . . . . . . . . . . . . . . . . . . . . . . . . . . . . . . . . . . . . . . . . . . . . . . . . . . . . . . . . . . . . . . . . . . . . . . . . . . . . . . . . . . . . . . . . . . . . . . . . . . . . . . . . . . . . . . . . . . . . . . . . . . . . . . . . . . . . . . . . . . . . . . . . . . . . . . . . . . . . . . . . . . . . . . . [418, 221, 1816, 233]
index-entry [206, 337, 1935, 350]
entry-text [100, 1162, 525, 1175]
leader-dots: . . . . . . . . . . . . . . . . . . . . . . . . . . . . . . . . . . . . . . . . . . . . . . . . . . . . . . . . . . . . . . . . . . . . . . . . . . . . . . . . . . . . . . . . . . . . . . . . . . . . . . . . . . . . . . . . . . . . . . . . . . . . . . . . . . . . . . . . . . . . . . . . . . . . . . . . . . . . . . . . . . . . . . . . . . . . . . . . . . . . . . . . . . . . . . . . . . . . . . . . [381, 891, 1778, 903]
page-reference: 352 [1711, 272, 1729, 285]
page-reference: 298 [1761, 450, 1779, 462]
index-entry [100, 1188, 1740, 1201]
entry-text [214, 554, 461, 567]
entry-text [100, 195, 446, 208]
entry-text [232, 592, 404, 605]
index-entry [142, 272, 1729, 286]
entry-description: and Winnebago Agency, Nebr., report of United States Indian agent [136, 194, 447, 207]
entry-text [142, 273, 270, 286]
index-entry [100, 683, 1781, 696]
page-reference: 99, 230 [1761, 1175, 1795, 1188]
index-entry [136, 298, 1939, 311]
index-entry [100, 851, 1912, 864]
entry-description: Poncas in South Dakota, issue of, directed [232, 618, 425, 631]
leader-dots: . . . . . . . . . . . . . . . . . . . . . . . . . . . . . . . . . . . . . . . . . . . . . . . . . . . . . . . . . . . . . . . . . . . . . . . . . . . . . . . . . . . . . . . . . . . . . . . . . . . . . . . . . . . . . . . . . . . . . . . . . . . . . . . . . . . . . . . . . . . . . . . . . . . . . . . . . . . . . . . . . . . . . . . . . . . . . . . . . . . . . . . . . . . . . . . . . . . . . . . . [313, 182, 1711, 194]
entry-text [100, 1136, 224, 1149]
entry-description: , Quapaw Agency, Ind. T., statistics relating to [140, 311, 351, 324]
entry-description: , Cheyenne and Arapaho Agency, Okla., report of [146, 877, 372, 890]
leader-dots: . . . . . . . . . . . . . . . . . . . . . . . . . . . . . . . . . . . . . . . . . . . . . . . . . . . . . . . . . . . . . . . . . . . . . . . . . . . . . . . . . . . . . . . . . . . . . . . . . . . . . . . . . . . . . . . . . . . . . . . . . . . . . . . . . . . . . . . . . . . . . . . . . . . . . . . . . . . . . . . . . . . . . . . . . . . . . . . . . . . . . . . . . . . . . . . . . . . . . . . . [368, 476, 1766, 488]
